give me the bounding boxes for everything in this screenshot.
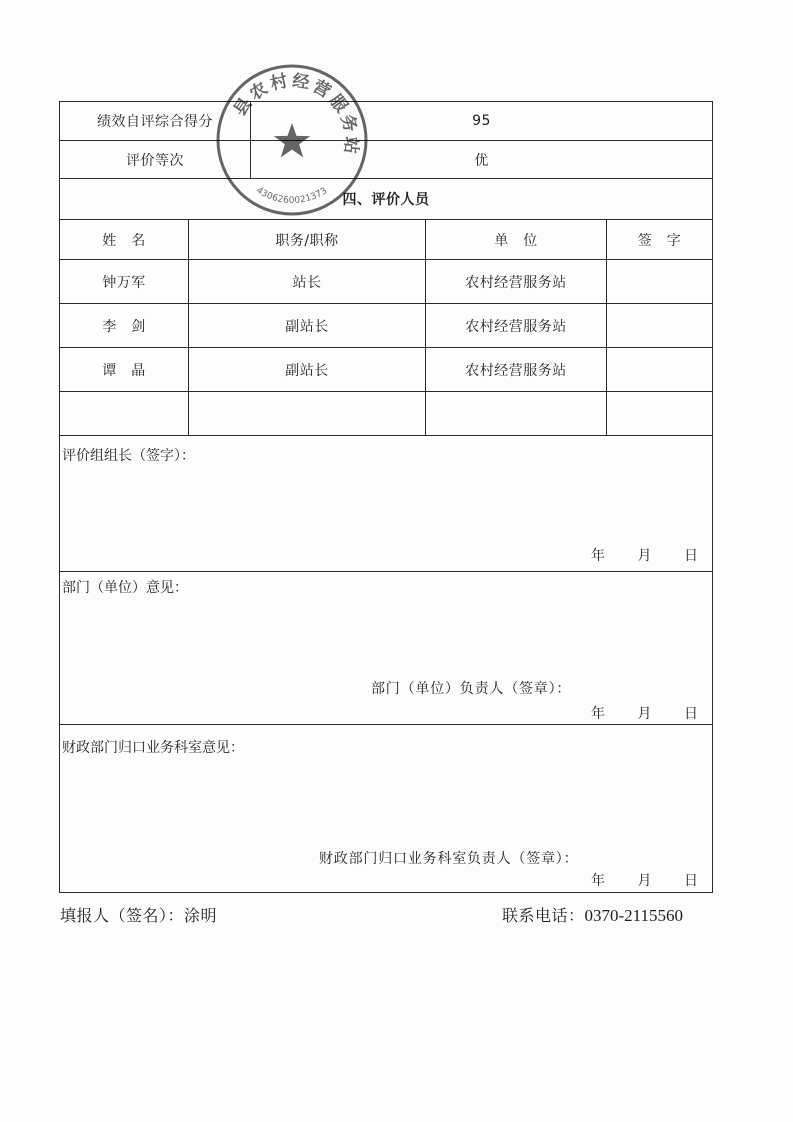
- evaluator-name: 李 剑: [60, 304, 189, 348]
- empty-cell: [426, 392, 607, 436]
- department-opinion-row: [60, 572, 713, 725]
- phone-label: 联系电话：: [501, 906, 585, 925]
- evaluator-title: 站长: [189, 260, 426, 304]
- leader-signature-row: [60, 436, 713, 572]
- column-header-signature: 签 字: [607, 220, 713, 260]
- column-header-title: 职务/职称: [189, 220, 426, 260]
- score-label: 绩效自评综合得分: [60, 102, 251, 141]
- section-title: 四、评价人员: [60, 179, 713, 220]
- grade-label: 评价等次: [60, 141, 251, 179]
- evaluator-name: 谭 晶: [60, 348, 189, 392]
- evaluator-signature-cell: [607, 260, 713, 304]
- empty-cell: [189, 392, 426, 436]
- score-value: 95: [251, 102, 713, 141]
- empty-cell: [607, 392, 713, 436]
- column-header-name: 姓 名: [60, 220, 189, 260]
- filler-label: 填报人（签名）：: [60, 906, 185, 925]
- evaluator-row: [60, 304, 713, 348]
- evaluator-row: [60, 260, 713, 304]
- seal-name: 县农村经营服务站: [230, 71, 362, 155]
- grade-value: 优: [251, 141, 713, 179]
- evaluator-unit: 农村经营服务站: [426, 304, 607, 348]
- contact-phone: [502, 903, 683, 926]
- finance-opinion-row: [60, 725, 713, 893]
- grade-row: [60, 141, 713, 179]
- department-date: 年 月 日: [591, 706, 700, 722]
- seal-code: 4306260021373: [254, 185, 330, 206]
- empty-evaluator-row: [60, 392, 713, 436]
- column-header-unit: 单 位: [426, 220, 607, 260]
- leader-signature-cell: [60, 436, 713, 572]
- evaluator-signature-cell: [607, 348, 713, 392]
- evaluator-title: 副站长: [189, 348, 426, 392]
- evaluator-title: 副站长: [189, 304, 426, 348]
- department-opinion-label: 部门（单位）意见：: [62, 580, 188, 596]
- leader-signature-label: 评价组组长（签字）：: [62, 448, 195, 464]
- empty-cell: [60, 392, 189, 436]
- leader-date: 年 月 日: [591, 548, 700, 564]
- finance-opinion-label: 财政部门归口业务科室意见：: [62, 740, 244, 756]
- department-opinion-cell: [60, 572, 713, 725]
- evaluators-header-row: [60, 220, 713, 260]
- department-responsible-label: 部门（单位）负责人（签章）：: [371, 681, 572, 697]
- phone-number: 0370-2115560: [584, 906, 683, 925]
- filler-signature: [60, 903, 217, 926]
- evaluator-signature-cell: [607, 304, 713, 348]
- score-row: [60, 102, 713, 141]
- finance-opinion-cell: [60, 725, 713, 893]
- finance-date: 年 月 日: [591, 873, 700, 889]
- evaluator-unit: 农村经营服务站: [426, 348, 607, 392]
- finance-responsible-label: 财政部门归口业务科室负责人（签章）：: [319, 851, 579, 867]
- evaluator-unit: 农村经营服务站: [426, 260, 607, 304]
- filler-name: 涂明: [184, 906, 218, 925]
- evaluation-form-table: [59, 101, 713, 893]
- section-title-row: [60, 179, 713, 220]
- evaluator-row: [60, 348, 713, 392]
- evaluator-name: 钟万军: [60, 260, 189, 304]
